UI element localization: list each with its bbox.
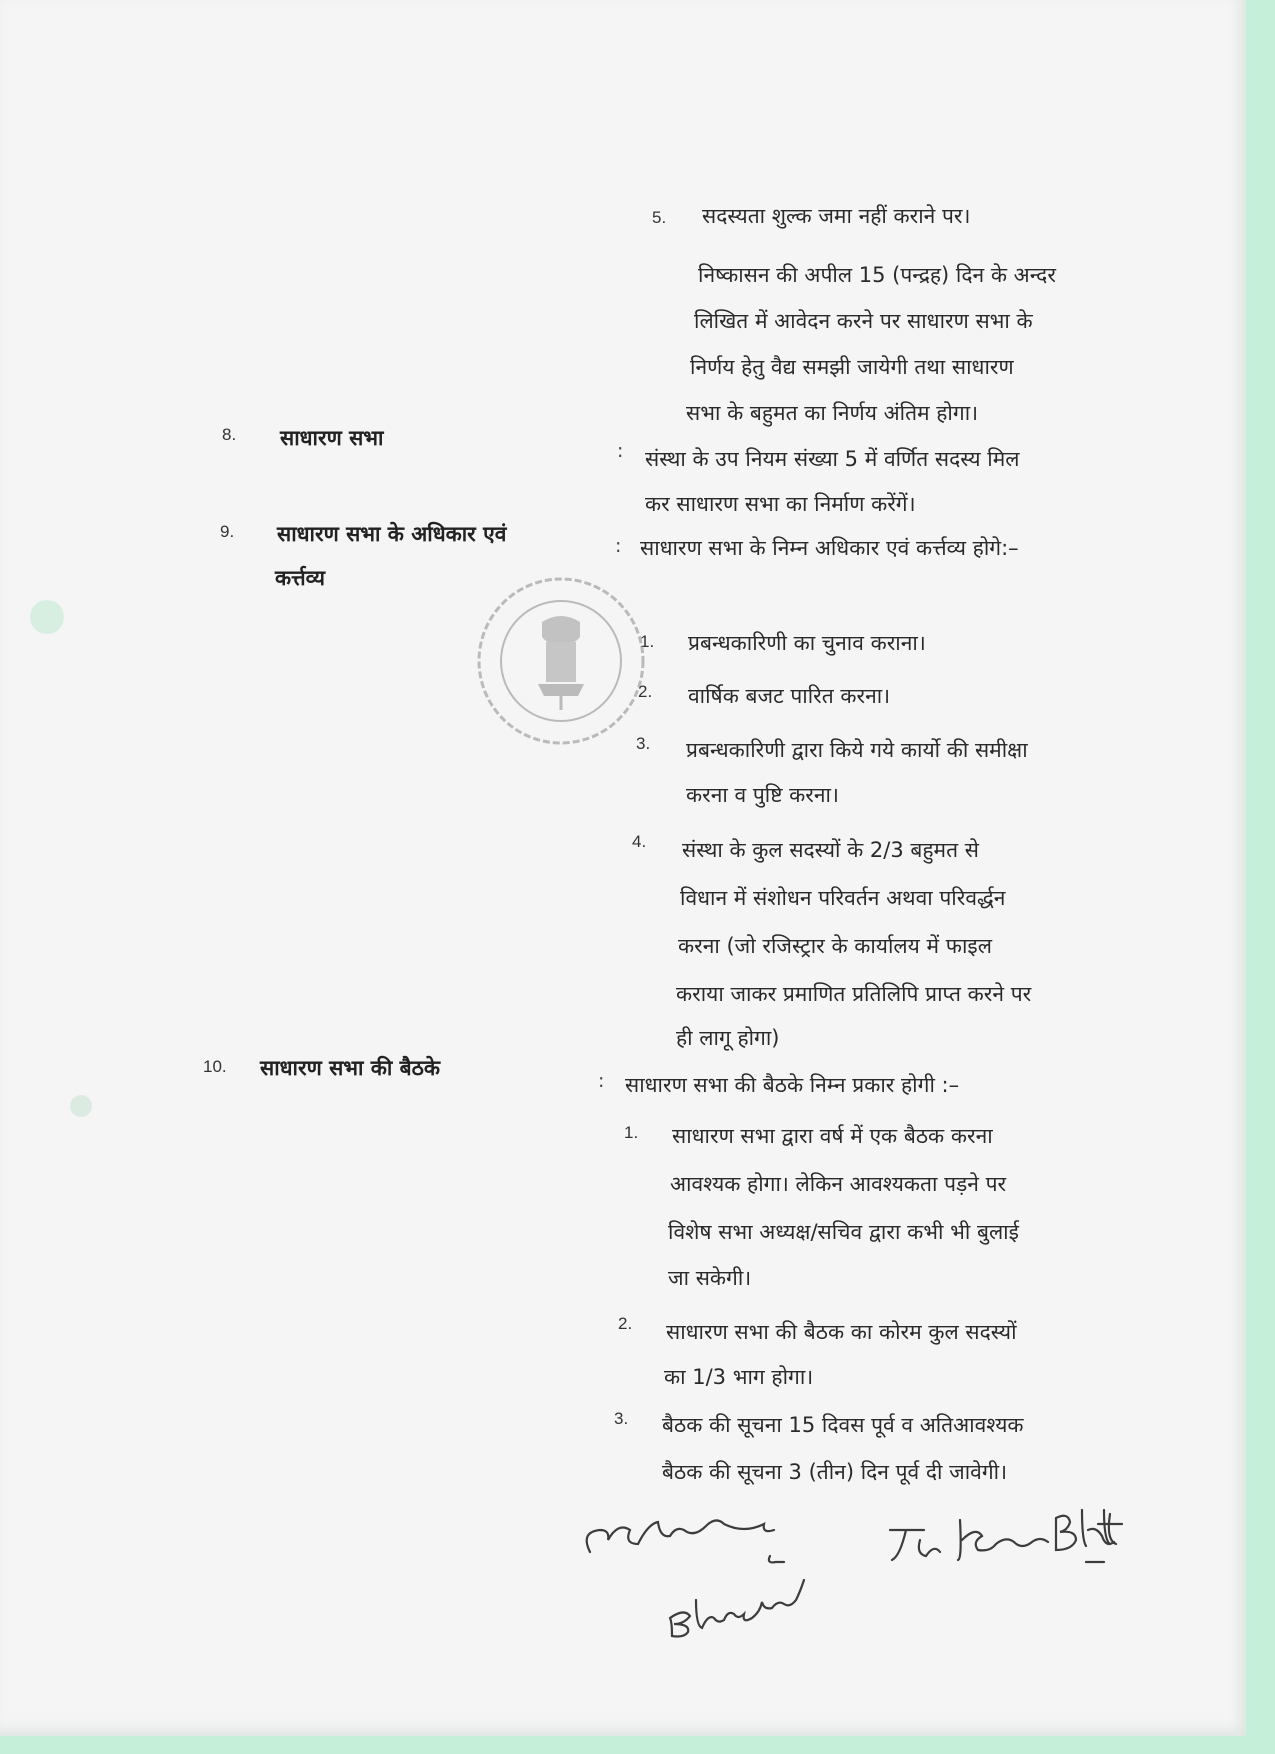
item-text: करना व पुष्टि करना। — [686, 783, 839, 807]
body-line: संस्था के उप नियम संख्या 5 में वर्णित सदस्य मिल — [645, 447, 1020, 471]
government-seal-icon — [472, 572, 653, 753]
item-text: का 1/3 भाग होगा। — [664, 1365, 814, 1389]
item-text: करना (जो रजिस्ट्रार के कार्यालय में फाइल — [678, 934, 992, 958]
item-text: वार्षिक बजट पारित करना। — [688, 684, 891, 708]
item-number: 3. — [636, 734, 651, 753]
item-number: 3. — [614, 1409, 629, 1428]
handwritten-signatures — [570, 1500, 1170, 1640]
item-number: 4. — [632, 832, 647, 851]
clause-heading: साधारण सभा — [280, 426, 384, 450]
item-number: 2. — [618, 1314, 633, 1333]
item-text: बैठक की सूचना 3 (तीन) दिन पूर्व दी जावेगी। — [662, 1460, 1008, 1484]
item-text: सदस्यता शुल्क जमा नहीं कराने पर। — [702, 204, 971, 228]
body-line: निर्णय हेतु वैद्य समझी जायेगी तथा साधारण — [690, 355, 1014, 379]
item-text: साधारण सभा द्वारा वर्ष में एक बैठक करना — [672, 1124, 993, 1148]
clause-number: 9. — [220, 522, 235, 541]
item-text: आवश्यक होगा। लेकिन आवश्यकता पड़ने पर — [670, 1172, 1007, 1196]
clause-heading: साधारण सभा की बैठके — [260, 1056, 440, 1080]
scan-speck — [70, 1095, 92, 1117]
item-text: ही लागू होगा) — [676, 1026, 780, 1050]
item-text: विशेष सभा अध्यक्ष/सचिव द्वारा कभी भी बुलाई — [668, 1220, 1019, 1244]
item-text: साधारण सभा की बैठक का कोरम कुल सदस्यों — [666, 1320, 1017, 1344]
item-text: जा सकेगी। — [668, 1266, 752, 1290]
clause-intro: साधारण सभा के निम्न अधिकार एवं कर्त्तव्य होगे:– — [640, 536, 1019, 560]
item-text: विधान में संशोधन परिवर्तन अथवा परिवर्द्धन — [680, 886, 1006, 910]
item-text: कराया जाकर प्रमाणित प्रतिलिपि प्राप्त करने पर — [676, 982, 1032, 1006]
clause-colon: : — [617, 440, 624, 462]
clause-colon: : — [615, 535, 622, 557]
item-text: प्रबन्धकारिणी का चुनाव कराना। — [688, 631, 926, 655]
clause-number: 8. — [222, 425, 237, 444]
body-line: निष्कासन की अपील 15 (पन्द्रह) दिन के अन्दर — [698, 263, 1056, 287]
clause-heading: साधारण सभा के अधिकार एवं — [277, 522, 507, 546]
clause-number: 10. — [203, 1057, 227, 1076]
body-line: लिखित में आवेदन करने पर साधारण सभा के — [694, 309, 1033, 333]
clause-colon: : — [598, 1070, 605, 1092]
item-text: बैठक की सूचना 15 दिवस पूर्व व अतिआवश्यक — [662, 1413, 1024, 1437]
item-number: 1. — [624, 1123, 639, 1142]
item-number: 2. — [638, 682, 653, 701]
body-line: सभा के बहुमत का निर्णय अंतिम होगा। — [686, 401, 979, 425]
item-number: 1. — [640, 632, 655, 651]
clause-heading: कर्त्तव्य — [275, 566, 326, 590]
scan-speck — [30, 600, 64, 634]
item-number: 5. — [652, 208, 667, 227]
item-text: संस्था के कुल सदस्यों के 2/3 बहुमत से — [682, 838, 979, 862]
item-text: प्रबन्धकारिणी द्वारा किये गये कार्यो की समीक्षा — [686, 738, 1028, 762]
clause-intro: साधारण सभा की बैठके निम्न प्रकार होगी :– — [625, 1073, 960, 1097]
body-line: कर साधारण सभा का निर्माण करेंगें। — [645, 492, 916, 516]
